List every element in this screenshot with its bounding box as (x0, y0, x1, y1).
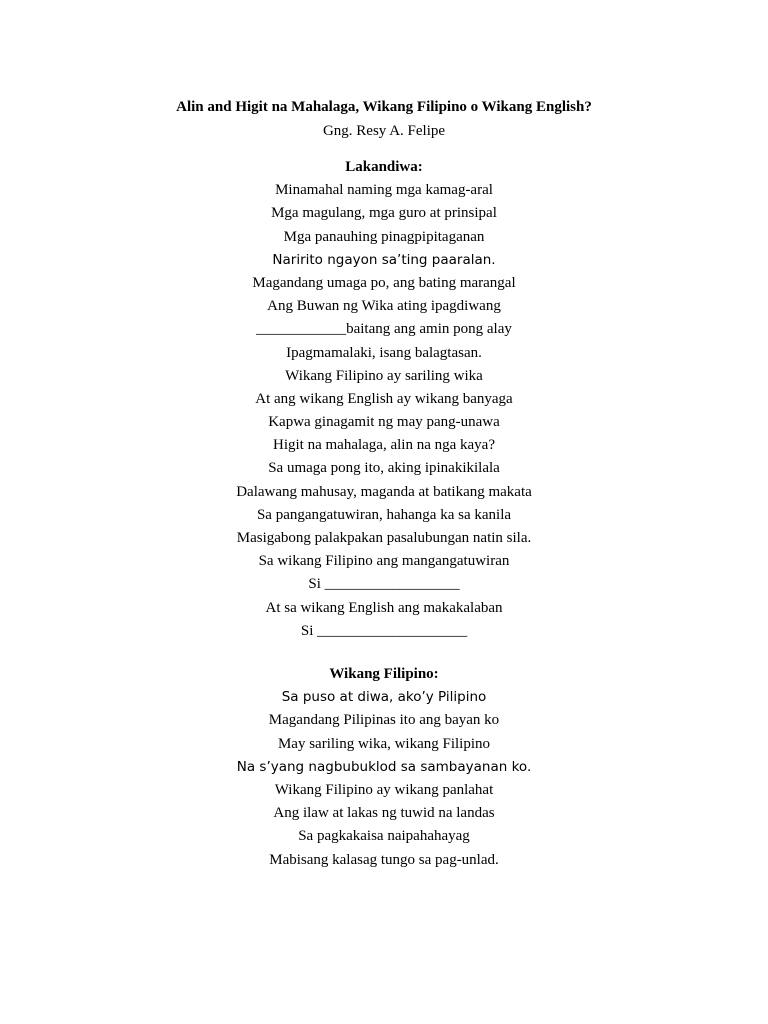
section-wikang-filipino (0, 663, 768, 872)
verse-line: ____________baitang ang amin pong alay (256, 321, 512, 338)
verse-line: Ang Buwan ng Wika ating ipagdiwang (267, 298, 501, 315)
verse-line: At sa wikang English ang makakalaban (265, 599, 503, 616)
verse-line: Mga magulang, mga guro at prinsipal (271, 205, 497, 222)
verse-line: Na s’yang nagbubuklod sa sambayanan ko. (236, 758, 532, 775)
verse-line: Kapwa ginagamit ng may pang-unawa (268, 414, 500, 431)
document-title: Alin and Higit na Mahalaga, Wikang Filipino o Wikang English? (176, 99, 592, 115)
verse-line: Magandang umaga po, ang bating marangal (252, 274, 516, 291)
verse-line: Minamahal naming mga kamag-aral (275, 182, 493, 199)
verse-line: Sa pagkakaisa naipahahayag (298, 828, 470, 845)
section-lakandiwa (0, 156, 768, 643)
section-heading: Lakandiwa: (345, 159, 423, 175)
verse-line: Sa umaga pong ito, aking ipinakikilala (268, 460, 500, 477)
verse-line: Sa pangangatuwiran, hahanga ka sa kanila (256, 506, 512, 523)
verse-line: At ang wikang English ay wikang banyaga (255, 390, 513, 407)
verse-line: Si ____________________ (300, 622, 468, 639)
verse-line: May sariling wika, wikang Filipino (277, 735, 491, 752)
verse-line: Higit na mahalaga, alin na nga kaya? (273, 437, 495, 454)
verse-line: Si __________________ (308, 576, 460, 593)
verse-line: Ipagmamalaki, isang balagtasan. (286, 344, 482, 361)
verse-line: Ang ilaw at lakas ng tuwid na landas (273, 805, 495, 822)
document-author: Gng. Resy A. Felipe (322, 123, 446, 139)
verse-line: Sa wikang Filipino ang mangangatuwiran (258, 553, 510, 570)
verse-line: Mga panauhing pinagpipitaganan (283, 228, 485, 245)
verse-line: Dalawang mahusay, maganda at batikang makata (236, 483, 532, 500)
verse-line: Sa puso at diwa, ako’y Pilipino (281, 689, 487, 706)
verse-line: Masigabong palakpakan pasalubungan natin sila. (236, 530, 532, 546)
verse-line: Magandang Pilipinas ito ang bayan ko (268, 712, 500, 729)
section-heading: Wikang Filipino: (329, 666, 439, 682)
verse-line: Naririto ngayon sa’ting paaralan. (272, 251, 496, 268)
verse-line: Wikang Filipino ay sariling wika (285, 367, 483, 384)
verse-line: Mabisang kalasag tungo sa pag-unlad. (269, 851, 499, 868)
verse-line: Wikang Filipino ay wikang panlahat (274, 781, 494, 798)
